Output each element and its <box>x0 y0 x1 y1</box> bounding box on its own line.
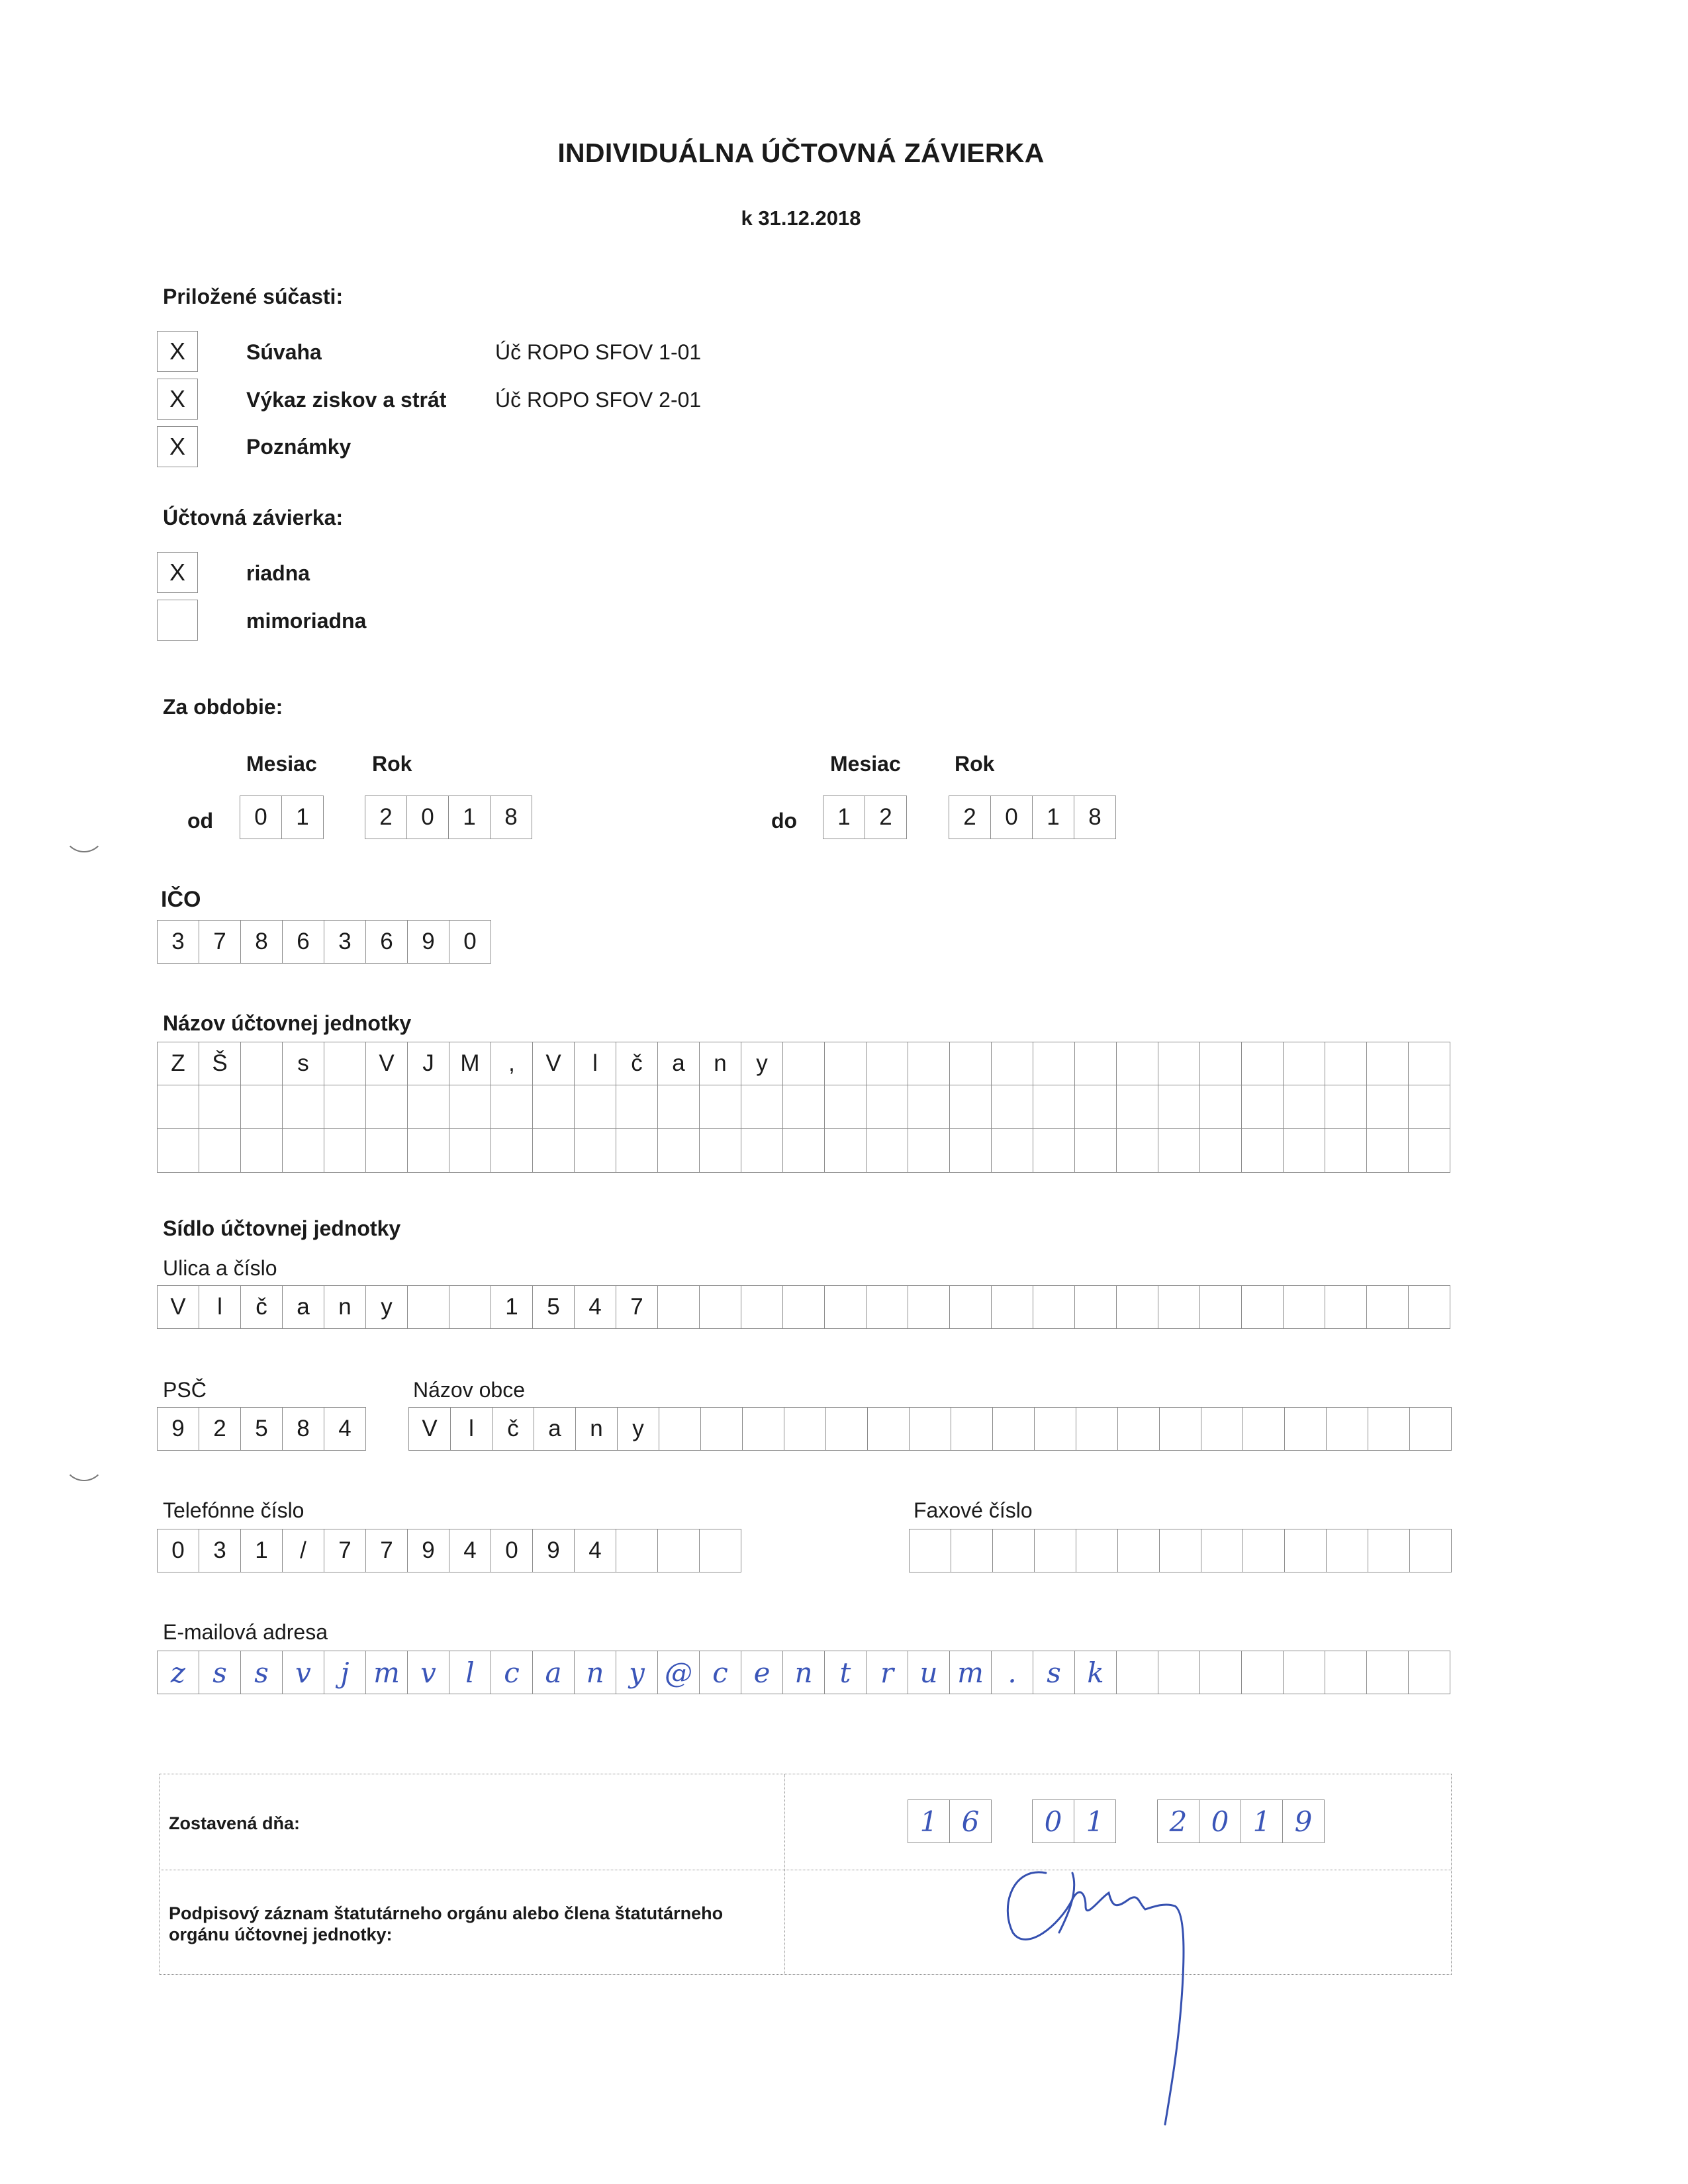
checkbox-vykaz[interactable]: X <box>157 379 198 420</box>
char-cell <box>1284 1042 1325 1085</box>
char-cell <box>1367 1129 1409 1173</box>
char-cell: . <box>992 1651 1033 1694</box>
char-cell <box>1284 1085 1325 1129</box>
compiled-label: Zostavená dňa: <box>169 1813 301 1833</box>
char-cell <box>1284 1129 1325 1173</box>
digit-cell: 1 <box>282 796 324 839</box>
compiled-day-field[interactable] <box>908 1799 992 1843</box>
char-cell <box>241 1042 283 1085</box>
digit-cell: 1 <box>449 796 491 839</box>
char-cell: 8 <box>283 1407 324 1451</box>
char-cell <box>1368 1407 1410 1451</box>
char-cell <box>950 1085 992 1129</box>
part-name-suvaha: Súvaha <box>246 340 322 364</box>
char-cell: n <box>700 1042 741 1085</box>
part-name-vykaz: Výkaz ziskov a strát <box>246 388 447 412</box>
char-cell: č <box>492 1407 534 1451</box>
char-cell: 7 <box>366 1529 408 1572</box>
char-cell <box>241 1085 283 1129</box>
digit-cell: 8 <box>491 796 532 839</box>
char-cell <box>1200 1129 1242 1173</box>
char-cell <box>1242 1042 1284 1085</box>
char-cell: 7 <box>324 1529 366 1572</box>
char-cell <box>1409 1651 1450 1694</box>
digit-cell: 7 <box>199 920 241 964</box>
char-cell: J <box>408 1042 449 1085</box>
char-cell <box>199 1129 241 1173</box>
char-cell <box>743 1407 784 1451</box>
char-cell: 9 <box>408 1529 449 1572</box>
char-cell: s <box>199 1651 241 1694</box>
char-cell: l <box>451 1407 492 1451</box>
digit-cell: 6 <box>950 1799 992 1843</box>
char-cell: 1 <box>491 1285 533 1329</box>
char-cell <box>658 1529 700 1572</box>
char-cell <box>1076 1529 1118 1572</box>
seat-heading: Sídlo účtovnej jednotky <box>163 1216 401 1240</box>
char-cell: 5 <box>533 1285 575 1329</box>
char-cell <box>1201 1529 1243 1572</box>
part-code-suvaha: Úč ROPO SFOV 1-01 <box>495 340 702 364</box>
char-cell: , <box>491 1042 533 1085</box>
char-cell: 4 <box>575 1285 616 1329</box>
char-cell: y <box>616 1651 658 1694</box>
char-cell <box>1117 1285 1158 1329</box>
from-month-label: Mesiac <box>246 752 317 776</box>
char-cell <box>1284 1651 1325 1694</box>
char-cell <box>910 1407 951 1451</box>
char-cell <box>324 1129 366 1173</box>
digit-cell: 3 <box>324 920 366 964</box>
ico-label: IČO <box>161 887 201 912</box>
signature-label: Podpisový záznam štatutárneho orgánu alebo člena štatutárneho orgánu účtovnej jednotky: <box>169 1903 724 1944</box>
checkbox-riadna[interactable]: X <box>157 552 198 593</box>
char-cell <box>408 1129 449 1173</box>
char-cell <box>951 1529 993 1572</box>
char-cell <box>1076 1407 1118 1451</box>
char-cell: V <box>158 1285 199 1329</box>
document-date: k 31.12.2018 <box>741 206 861 230</box>
to-label: do <box>771 809 798 833</box>
char-cell <box>1285 1407 1327 1451</box>
closing-riadna-label: riadna <box>246 561 310 585</box>
digit-cell: 0 <box>449 920 491 964</box>
char-cell <box>1118 1407 1160 1451</box>
char-cell <box>283 1085 324 1129</box>
char-cell: V <box>366 1042 408 1085</box>
char-cell: 4 <box>324 1407 366 1451</box>
char-cell: 1 <box>241 1529 283 1572</box>
char-cell <box>950 1042 992 1085</box>
char-cell <box>1410 1407 1452 1451</box>
digit-cell: 8 <box>241 920 283 964</box>
char-cell <box>1410 1529 1452 1572</box>
char-cell: y <box>741 1042 783 1085</box>
char-cell <box>1242 1129 1284 1173</box>
entity-name-field[interactable] <box>157 1042 1450 1173</box>
compiled-month-field[interactable] <box>1032 1799 1116 1843</box>
char-cell <box>658 1085 700 1129</box>
char-cell <box>366 1085 408 1129</box>
char-cell <box>1325 1042 1367 1085</box>
char-cell: Z <box>158 1042 199 1085</box>
ico-field[interactable] <box>157 920 491 964</box>
char-cell <box>950 1129 992 1173</box>
char-cell <box>783 1042 825 1085</box>
char-cell <box>1325 1285 1367 1329</box>
char-cell <box>783 1129 825 1173</box>
char-cell <box>1035 1529 1076 1572</box>
char-cell: a <box>658 1042 700 1085</box>
digit-cell: 2 <box>365 796 407 839</box>
char-cell <box>1117 1651 1158 1694</box>
char-cell <box>992 1129 1033 1173</box>
to-year-field[interactable] <box>949 796 1116 839</box>
psc-field[interactable] <box>157 1407 366 1451</box>
char-cell: 9 <box>533 1529 575 1572</box>
char-cell: k <box>1075 1651 1117 1694</box>
char-cell <box>1409 1129 1450 1173</box>
char-cell: č <box>241 1285 283 1329</box>
char-cell <box>1367 1285 1409 1329</box>
char-cell: t <box>825 1651 867 1694</box>
to-month-field[interactable] <box>823 796 907 839</box>
signature-graphic <box>986 1846 1225 2138</box>
char-cell <box>1325 1085 1367 1129</box>
entity-name-row <box>157 1042 1450 1085</box>
char-cell <box>1158 1285 1200 1329</box>
checkbox-poznamky[interactable]: X <box>157 426 198 467</box>
char-cell <box>491 1085 533 1129</box>
char-cell <box>993 1407 1035 1451</box>
char-cell <box>1242 1651 1284 1694</box>
char-cell <box>1325 1129 1367 1173</box>
char-cell <box>700 1129 741 1173</box>
char-cell <box>867 1129 908 1173</box>
digit-cell: 3 <box>158 920 199 964</box>
char-cell <box>1118 1529 1160 1572</box>
punch-hole-mark <box>64 813 105 852</box>
char-cell <box>1160 1529 1201 1572</box>
char-cell <box>908 1285 950 1329</box>
psc-label: PSČ <box>163 1378 207 1402</box>
char-cell <box>575 1129 616 1173</box>
digit-cell: 0 <box>1033 1799 1074 1843</box>
char-cell <box>283 1129 324 1173</box>
char-cell <box>533 1085 575 1129</box>
char-cell <box>741 1285 783 1329</box>
char-cell <box>1284 1285 1325 1329</box>
from-year-label: Rok <box>372 752 412 776</box>
char-cell <box>908 1085 950 1129</box>
char-cell <box>1243 1529 1285 1572</box>
char-cell <box>616 1129 658 1173</box>
char-cell: m <box>950 1651 992 1694</box>
char-cell: V <box>533 1042 575 1085</box>
char-cell: c <box>491 1651 533 1694</box>
char-cell <box>533 1129 575 1173</box>
char-cell: 7 <box>616 1285 658 1329</box>
char-cell: 9 <box>158 1407 199 1451</box>
char-cell <box>158 1085 199 1129</box>
compiled-year-field[interactable] <box>1157 1799 1325 1843</box>
char-cell <box>1285 1529 1327 1572</box>
char-cell <box>825 1285 867 1329</box>
char-cell: n <box>783 1651 825 1694</box>
char-cell <box>1075 1085 1117 1129</box>
char-cell <box>992 1085 1033 1129</box>
char-cell <box>1409 1285 1450 1329</box>
char-cell: V <box>409 1407 451 1451</box>
char-cell: 3 <box>199 1529 241 1572</box>
char-cell <box>1327 1407 1368 1451</box>
char-cell <box>1242 1085 1284 1129</box>
digit-cell: 0 <box>407 796 449 839</box>
email-field[interactable] <box>157 1651 1450 1694</box>
char-cell <box>825 1042 867 1085</box>
char-cell: c <box>700 1651 741 1694</box>
char-cell <box>1033 1042 1075 1085</box>
char-cell <box>1035 1407 1076 1451</box>
char-cell: n <box>575 1651 616 1694</box>
char-cell <box>1325 1651 1367 1694</box>
char-cell: / <box>283 1529 324 1572</box>
char-cell <box>867 1085 908 1129</box>
fax-field[interactable] <box>909 1529 1452 1572</box>
char-cell: M <box>449 1042 491 1085</box>
char-cell <box>1409 1042 1450 1085</box>
email-label: E-mailová adresa <box>163 1620 328 1644</box>
to-month-label: Mesiac <box>830 752 901 776</box>
part-name-poznamky: Poznámky <box>246 435 352 459</box>
char-cell <box>158 1129 199 1173</box>
char-cell <box>1117 1085 1158 1129</box>
entity-name-row <box>157 1085 1450 1129</box>
char-cell <box>700 1529 741 1572</box>
to-year-label: Rok <box>955 752 995 776</box>
closing-type-heading: Účtovná závierka: <box>163 506 344 529</box>
char-cell <box>951 1407 993 1451</box>
char-cell <box>700 1085 741 1129</box>
char-cell: 2 <box>199 1407 241 1451</box>
checkbox-mimoriadna[interactable] <box>157 600 198 641</box>
char-cell <box>575 1085 616 1129</box>
char-cell <box>908 1042 950 1085</box>
char-cell <box>1158 1129 1200 1173</box>
period-heading: Za obdobie: <box>163 695 283 719</box>
closing-mimoriadna-label: mimoriadna <box>246 609 367 633</box>
digit-cell: 2 <box>865 796 907 839</box>
char-cell <box>992 1042 1033 1085</box>
char-cell <box>1117 1042 1158 1085</box>
digit-cell: 9 <box>1283 1799 1325 1843</box>
char-cell <box>1033 1085 1075 1129</box>
char-cell: y <box>618 1407 659 1451</box>
char-cell <box>1200 1042 1242 1085</box>
char-cell <box>1201 1407 1243 1451</box>
char-cell: s <box>1033 1651 1075 1694</box>
phone-field[interactable] <box>157 1529 741 1572</box>
char-cell: l <box>575 1042 616 1085</box>
char-cell <box>1033 1129 1075 1173</box>
char-cell <box>1158 1042 1200 1085</box>
char-cell <box>1158 1085 1200 1129</box>
char-cell <box>1200 1285 1242 1329</box>
char-cell <box>1075 1129 1117 1173</box>
char-cell <box>491 1129 533 1173</box>
char-cell <box>700 1285 741 1329</box>
char-cell <box>910 1529 951 1572</box>
char-cell: m <box>366 1651 408 1694</box>
char-cell <box>993 1529 1035 1572</box>
char-cell <box>1033 1285 1075 1329</box>
char-cell: a <box>534 1407 576 1451</box>
char-cell <box>449 1085 491 1129</box>
digit-cell: 1 <box>908 1799 950 1843</box>
char-cell: v <box>408 1651 449 1694</box>
char-cell <box>241 1129 283 1173</box>
checkbox-suvaha[interactable]: X <box>157 331 198 372</box>
char-cell: n <box>576 1407 618 1451</box>
char-cell <box>1075 1042 1117 1085</box>
char-cell <box>784 1407 826 1451</box>
char-cell <box>1367 1042 1409 1085</box>
char-cell <box>659 1407 701 1451</box>
parts-heading: Priložené súčasti: <box>163 285 344 308</box>
char-cell <box>1200 1085 1242 1129</box>
fax-label: Faxové číslo <box>914 1498 1033 1522</box>
char-cell: @ <box>658 1651 700 1694</box>
char-cell <box>992 1285 1033 1329</box>
char-cell: s <box>241 1651 283 1694</box>
digit-cell: 1 <box>1241 1799 1283 1843</box>
char-cell <box>868 1407 910 1451</box>
char-cell <box>1367 1651 1409 1694</box>
table-divider <box>784 1774 785 1974</box>
from-year-field[interactable] <box>365 796 532 839</box>
char-cell <box>825 1085 867 1129</box>
digit-cell: 0 <box>1199 1799 1241 1843</box>
char-cell: a <box>283 1285 324 1329</box>
char-cell <box>616 1529 658 1572</box>
char-cell <box>867 1042 908 1085</box>
char-cell <box>1075 1285 1117 1329</box>
phone-label: Telefónne číslo <box>163 1498 305 1522</box>
street-field[interactable] <box>157 1285 1450 1329</box>
char-cell <box>867 1285 908 1329</box>
char-cell: 4 <box>449 1529 491 1572</box>
char-cell <box>1242 1285 1284 1329</box>
digit-cell: 8 <box>1074 796 1116 839</box>
char-cell <box>658 1285 700 1329</box>
char-cell <box>1200 1651 1242 1694</box>
digit-cell: 1 <box>1074 1799 1116 1843</box>
char-cell: 0 <box>158 1529 199 1572</box>
char-cell: u <box>908 1651 950 1694</box>
part-code-vykaz: Úč ROPO SFOV 2-01 <box>495 388 702 412</box>
char-cell: z <box>158 1651 199 1694</box>
char-cell: s <box>283 1042 324 1085</box>
char-cell <box>741 1129 783 1173</box>
document-title: INDIVIDUÁLNA ÚČTOVNÁ ZÁVIERKA <box>557 138 1045 168</box>
char-cell <box>908 1129 950 1173</box>
digit-cell: 1 <box>1033 796 1074 839</box>
digit-cell: 0 <box>240 796 282 839</box>
char-cell <box>1243 1407 1285 1451</box>
char-cell: a <box>533 1651 575 1694</box>
char-cell: 4 <box>575 1529 616 1572</box>
char-cell: č <box>616 1042 658 1085</box>
char-cell: j <box>324 1651 366 1694</box>
char-cell <box>1158 1651 1200 1694</box>
digit-cell: 6 <box>366 920 408 964</box>
city-label: Názov obce <box>413 1378 525 1402</box>
char-cell <box>1327 1529 1368 1572</box>
char-cell: r <box>867 1651 908 1694</box>
signature-table <box>159 1774 1452 1975</box>
char-cell <box>825 1129 867 1173</box>
char-cell: e <box>741 1651 783 1694</box>
entity-name-label: Názov účtovnej jednotky <box>163 1011 412 1035</box>
char-cell <box>1409 1085 1450 1129</box>
char-cell <box>408 1085 449 1129</box>
char-cell <box>366 1129 408 1173</box>
char-cell <box>741 1085 783 1129</box>
char-cell <box>324 1085 366 1129</box>
char-cell: 5 <box>241 1407 283 1451</box>
char-cell <box>1368 1529 1410 1572</box>
city-field[interactable] <box>408 1407 1452 1451</box>
digit-cell: 6 <box>283 920 324 964</box>
char-cell <box>199 1085 241 1129</box>
digit-cell: 2 <box>1158 1799 1199 1843</box>
digit-cell: 0 <box>991 796 1033 839</box>
punch-hole-mark <box>64 1441 105 1481</box>
char-cell <box>324 1042 366 1085</box>
char-cell <box>658 1129 700 1173</box>
street-label: Ulica a číslo <box>163 1256 277 1280</box>
char-cell <box>449 1285 491 1329</box>
char-cell <box>826 1407 868 1451</box>
char-cell: v <box>283 1651 324 1694</box>
from-month-field[interactable] <box>240 796 324 839</box>
char-cell <box>950 1285 992 1329</box>
char-cell: l <box>449 1651 491 1694</box>
char-cell <box>616 1085 658 1129</box>
from-label: od <box>187 809 214 833</box>
char-cell: 0 <box>491 1529 533 1572</box>
char-cell <box>1367 1085 1409 1129</box>
char-cell: l <box>199 1285 241 1329</box>
char-cell <box>783 1285 825 1329</box>
char-cell <box>1117 1129 1158 1173</box>
char-cell <box>449 1129 491 1173</box>
char-cell <box>1160 1407 1201 1451</box>
digit-cell: 2 <box>949 796 991 839</box>
char-cell: y <box>366 1285 408 1329</box>
char-cell <box>408 1285 449 1329</box>
char-cell <box>783 1085 825 1129</box>
entity-name-row <box>157 1129 1450 1173</box>
digit-cell: 9 <box>408 920 449 964</box>
digit-cell: 1 <box>823 796 865 839</box>
char-cell: Š <box>199 1042 241 1085</box>
char-cell <box>701 1407 743 1451</box>
char-cell: n <box>324 1285 366 1329</box>
